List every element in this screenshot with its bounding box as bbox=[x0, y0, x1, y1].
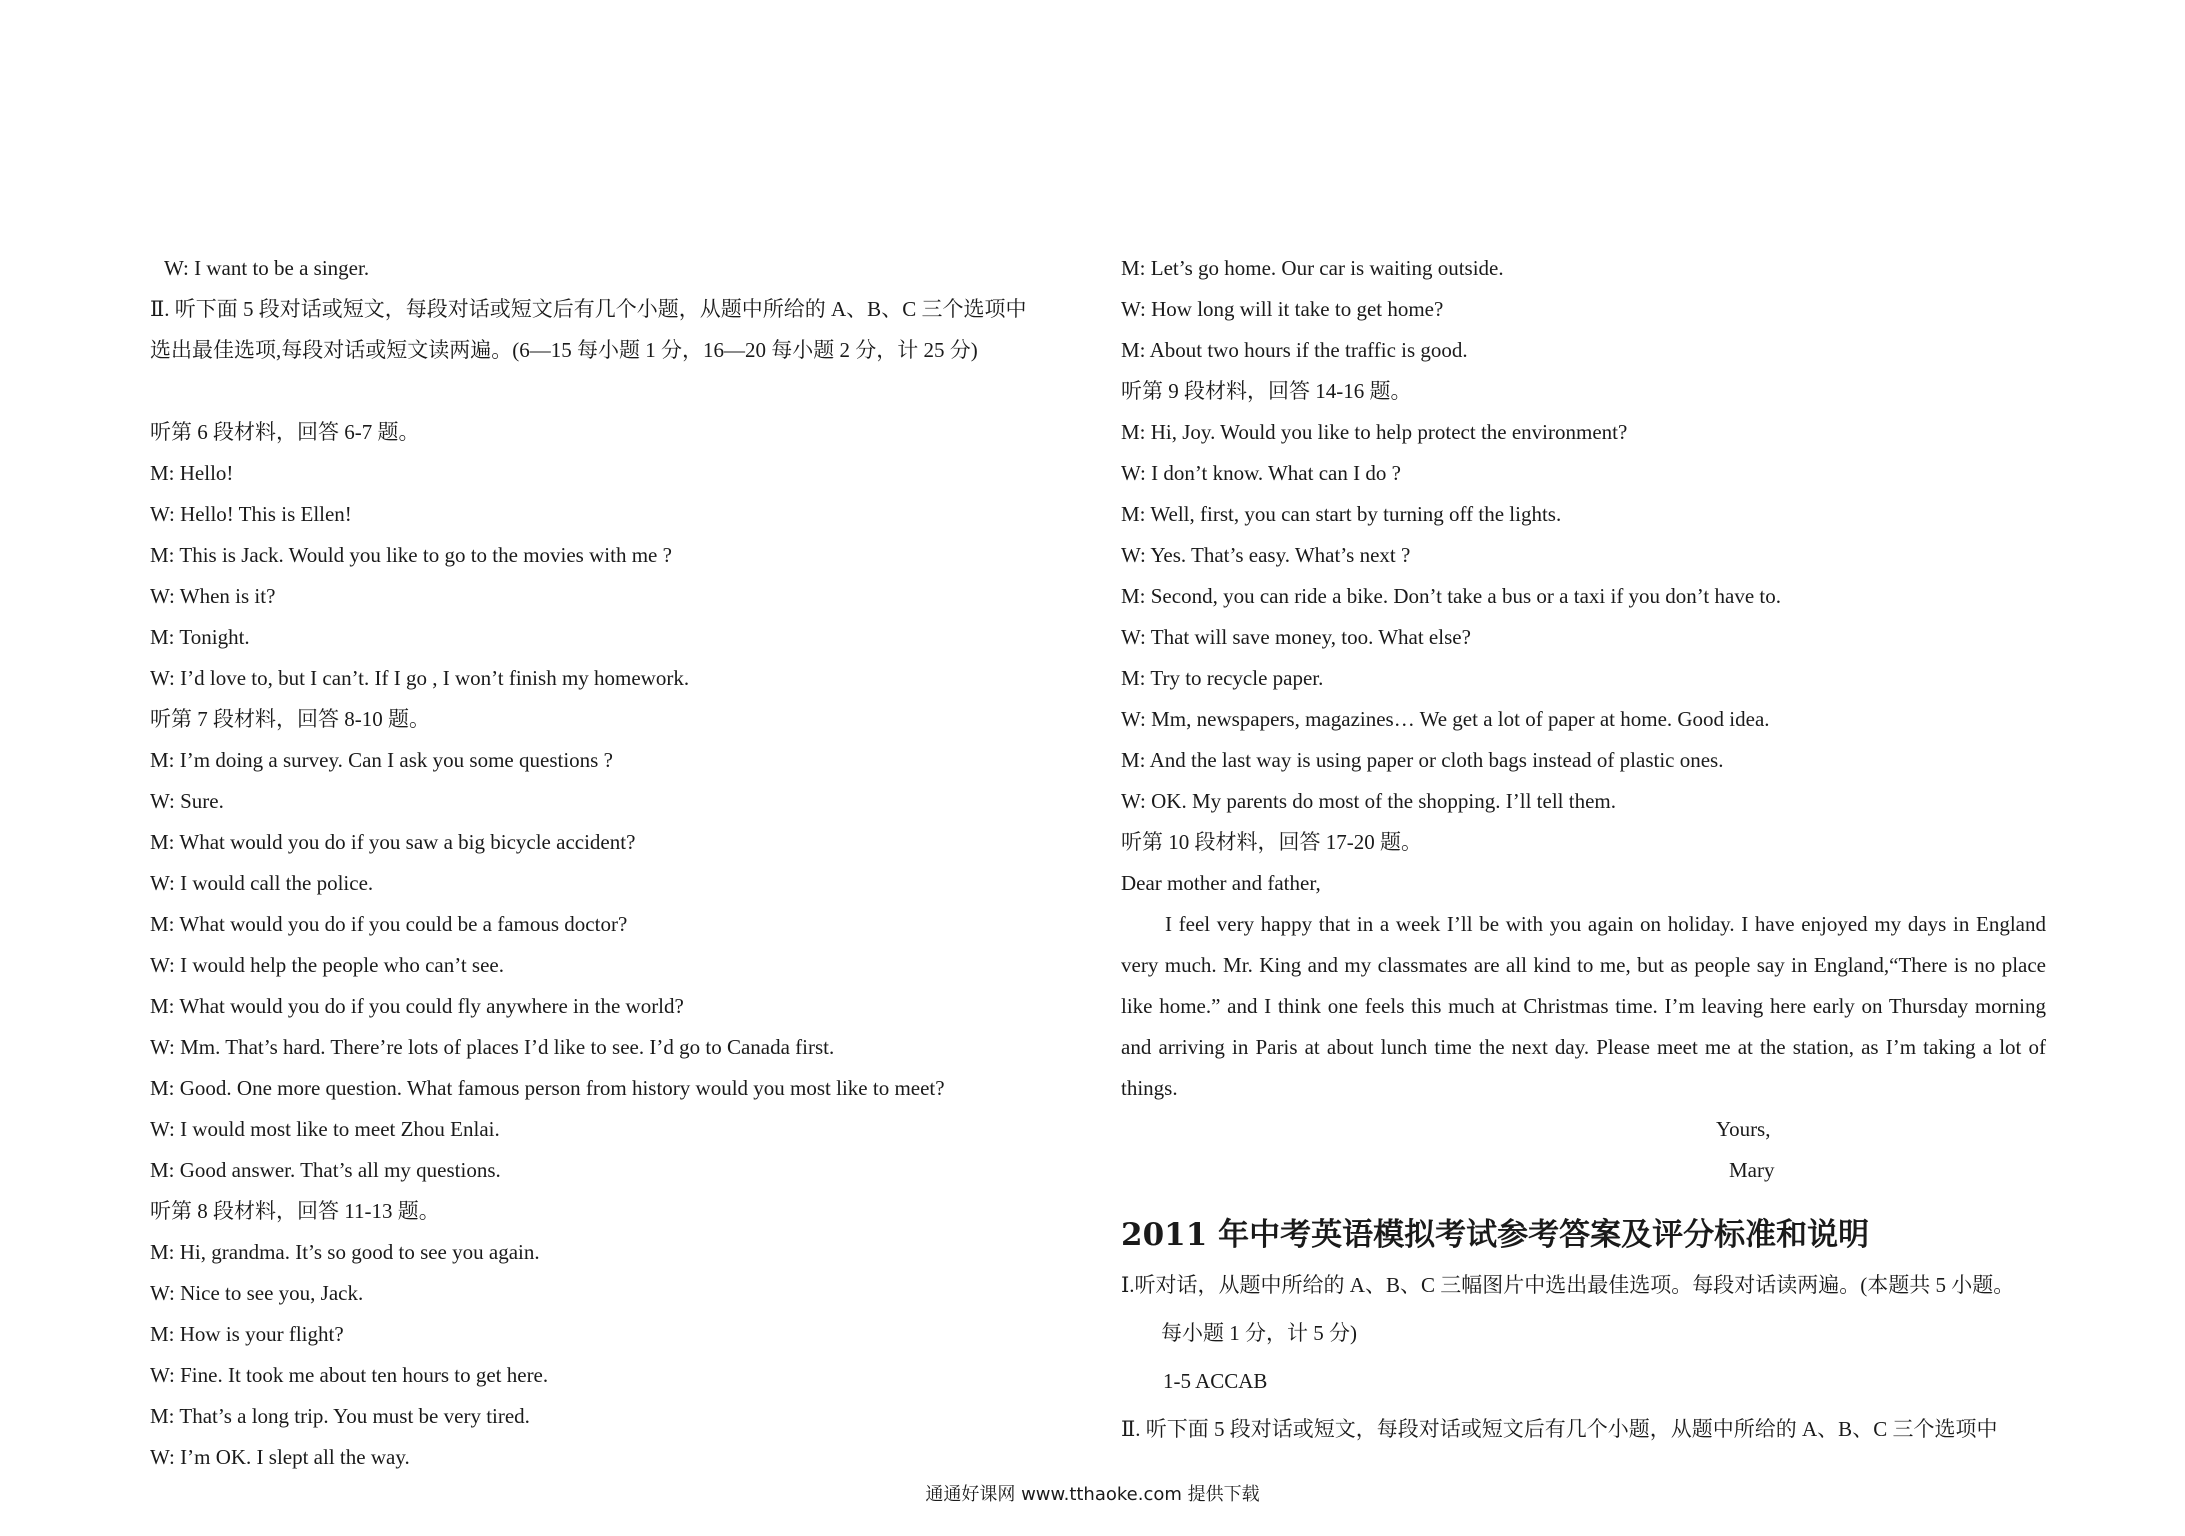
section-spacer bbox=[1121, 1191, 2046, 1209]
right-column bbox=[1121, 248, 2046, 1453]
transcript-line: M: I’m doing a survey. Can I ask you some questions ? bbox=[150, 748, 613, 772]
left-column bbox=[150, 248, 1080, 1478]
transcript-line: M: About two hours if the traffic is good. bbox=[1121, 338, 1468, 362]
answer-section1-instruction: Ⅰ.听对话，从题中所给的 A、B、C 三幅图片中选出最佳选项。每段对话读两遍。(本题共 5 小题。 bbox=[1121, 1273, 2015, 1297]
transcript-line: W: OK. My parents do most of the shopping. I’ll tell them. bbox=[1121, 789, 1616, 813]
letter-signature: Mary bbox=[1729, 1158, 1775, 1182]
answer-section2-instruction: Ⅱ. 听下面 5 段对话或短文，每段对话或短文后有几个小题，从题中所给的 A、B、C 三个选项中 bbox=[1121, 1417, 1998, 1441]
transcript-line: W: How long will it take to get home? bbox=[1121, 297, 1444, 321]
transcript-line: M: Let’s go home. Our car is waiting outside. bbox=[1121, 256, 1504, 280]
transcript-line: W: Sure. bbox=[150, 789, 224, 813]
section2-instruction-line2: 选出最佳选项,每段对话或短文读两遍。(6—15 每小题 1 分，16—20 每小题 2 分，计 25 分) bbox=[150, 338, 978, 362]
transcript-line: W: I would call the police. bbox=[150, 871, 374, 895]
transcript-line: M: That’s a long trip. You must be very tired. bbox=[150, 1404, 530, 1428]
transcript-line: W: I’d love to, but I can’t. If I go , I won’t finish my homework. bbox=[150, 666, 690, 690]
transcript-line: W: Mm, newspapers, magazines… We get a lot of paper at home. Good idea. bbox=[1121, 707, 1770, 731]
transcript-line: W: I’m OK. I slept all the way. bbox=[150, 1445, 410, 1469]
transcript-line: W: When is it? bbox=[150, 584, 276, 608]
transcript-line: 听第 9 段材料，回答 14-16 题。 bbox=[1121, 379, 1412, 403]
transcript-line: M: What would you do if you could be a famous doctor? bbox=[150, 912, 628, 936]
transcript-line: W: I would help the people who can’t see. bbox=[150, 953, 504, 977]
letter-salutation: Dear mother and father, bbox=[1121, 871, 1321, 895]
transcript-line: 听第 10 段材料，回答 17-20 题。 bbox=[1121, 830, 1422, 854]
transcript-line: M: Well, first, you can start by turning off the lights. bbox=[1121, 502, 1562, 526]
transcript-line: M: Tonight. bbox=[150, 625, 250, 649]
transcript-line: W: Fine. It took me about ten hours to get here. bbox=[150, 1363, 549, 1387]
intro-line: W: I want to be a singer. bbox=[164, 256, 370, 280]
page-footer: 通通好课网 www.tthaoke.com 提供下载 bbox=[925, 1484, 1260, 1505]
transcript-right bbox=[1121, 248, 2046, 904]
transcript-line: M: Good answer. That’s all my questions. bbox=[150, 1158, 501, 1182]
transcript-line: 听第 7 段材料，回答 8-10 题。 bbox=[150, 707, 430, 731]
transcript-line: M: And the last way is using paper or cloth bags instead of plastic ones. bbox=[1121, 748, 1724, 772]
transcript-line: W: Hello! This is Ellen! bbox=[150, 502, 352, 526]
transcript-line: M: Good. One more question. What famous person from history would you most like to meet? bbox=[150, 1076, 945, 1100]
transcript-line: W: I don’t know. What can I do ? bbox=[1121, 461, 1401, 485]
transcript-line: W: Yes. That’s easy. What’s next ? bbox=[1121, 543, 1411, 567]
answer-key-heading: 2011 年中考英语模拟考试参考答案及评分标准和说明 bbox=[1121, 1217, 1870, 1253]
blank-line bbox=[150, 371, 1080, 412]
transcript-line: M: Second, you can ride a bike. Don’t take a bus or a taxi if you don’t have to. bbox=[1121, 584, 1781, 608]
transcript-line: M: What would you do if you could fly anywhere in the world? bbox=[150, 994, 684, 1018]
answer-section1-key: 1-5 ACCAB bbox=[1163, 1369, 1268, 1393]
transcript-line: M: Try to recycle paper. bbox=[1121, 666, 1324, 690]
transcript-left bbox=[150, 412, 1080, 1478]
transcript-line: W: Mm. That’s hard. There’re lots of places I’d like to see. I’d go to Canada first. bbox=[150, 1035, 835, 1059]
letter-body: I feel very happy that in a week I’ll be with you again on holiday. I have enjoyed my days in England very much. Mr. King and my classmates are all kind to me, but as people say in England,“There is no place like home.” and I think one feels this much at Christmas time. I’m leaving here early on Thursday morning and arriving in Paris at about lunch time the next day. Please meet me at the station, as I’m taking a lot of things. bbox=[1121, 912, 2046, 1100]
transcript-line: M: How is your flight? bbox=[150, 1322, 344, 1346]
section2-instruction-line1: Ⅱ. 听下面 5 段对话或短文，每段对话或短文后有几个小题，从题中所给的 A、B、C 三个选项中 bbox=[150, 297, 1027, 321]
answer-section1-instruction-cont: 每小题 1 分，计 5 分) bbox=[1161, 1321, 1357, 1345]
transcript-line: M: Hello! bbox=[150, 461, 234, 485]
transcript-line: W: That will save money, too. What else? bbox=[1121, 625, 1471, 649]
transcript-line: W: I would most like to meet Zhou Enlai. bbox=[150, 1117, 500, 1141]
transcript-line: 听第 6 段材料，回答 6-7 题。 bbox=[150, 420, 420, 444]
transcript-line: M: What would you do if you saw a big bicycle accident? bbox=[150, 830, 636, 854]
transcript-line: M: This is Jack. Would you like to go to the movies with me ? bbox=[150, 543, 672, 567]
transcript-line: 听第 8 段材料，回答 11-13 题。 bbox=[150, 1199, 440, 1223]
letter-closing: Yours, bbox=[1716, 1117, 1771, 1141]
transcript-line: M: Hi, grandma. It’s so good to see you again. bbox=[150, 1240, 540, 1264]
transcript-line: W: Nice to see you, Jack. bbox=[150, 1281, 364, 1305]
transcript-line: M: Hi, Joy. Would you like to help protect the environment? bbox=[1121, 420, 1628, 444]
